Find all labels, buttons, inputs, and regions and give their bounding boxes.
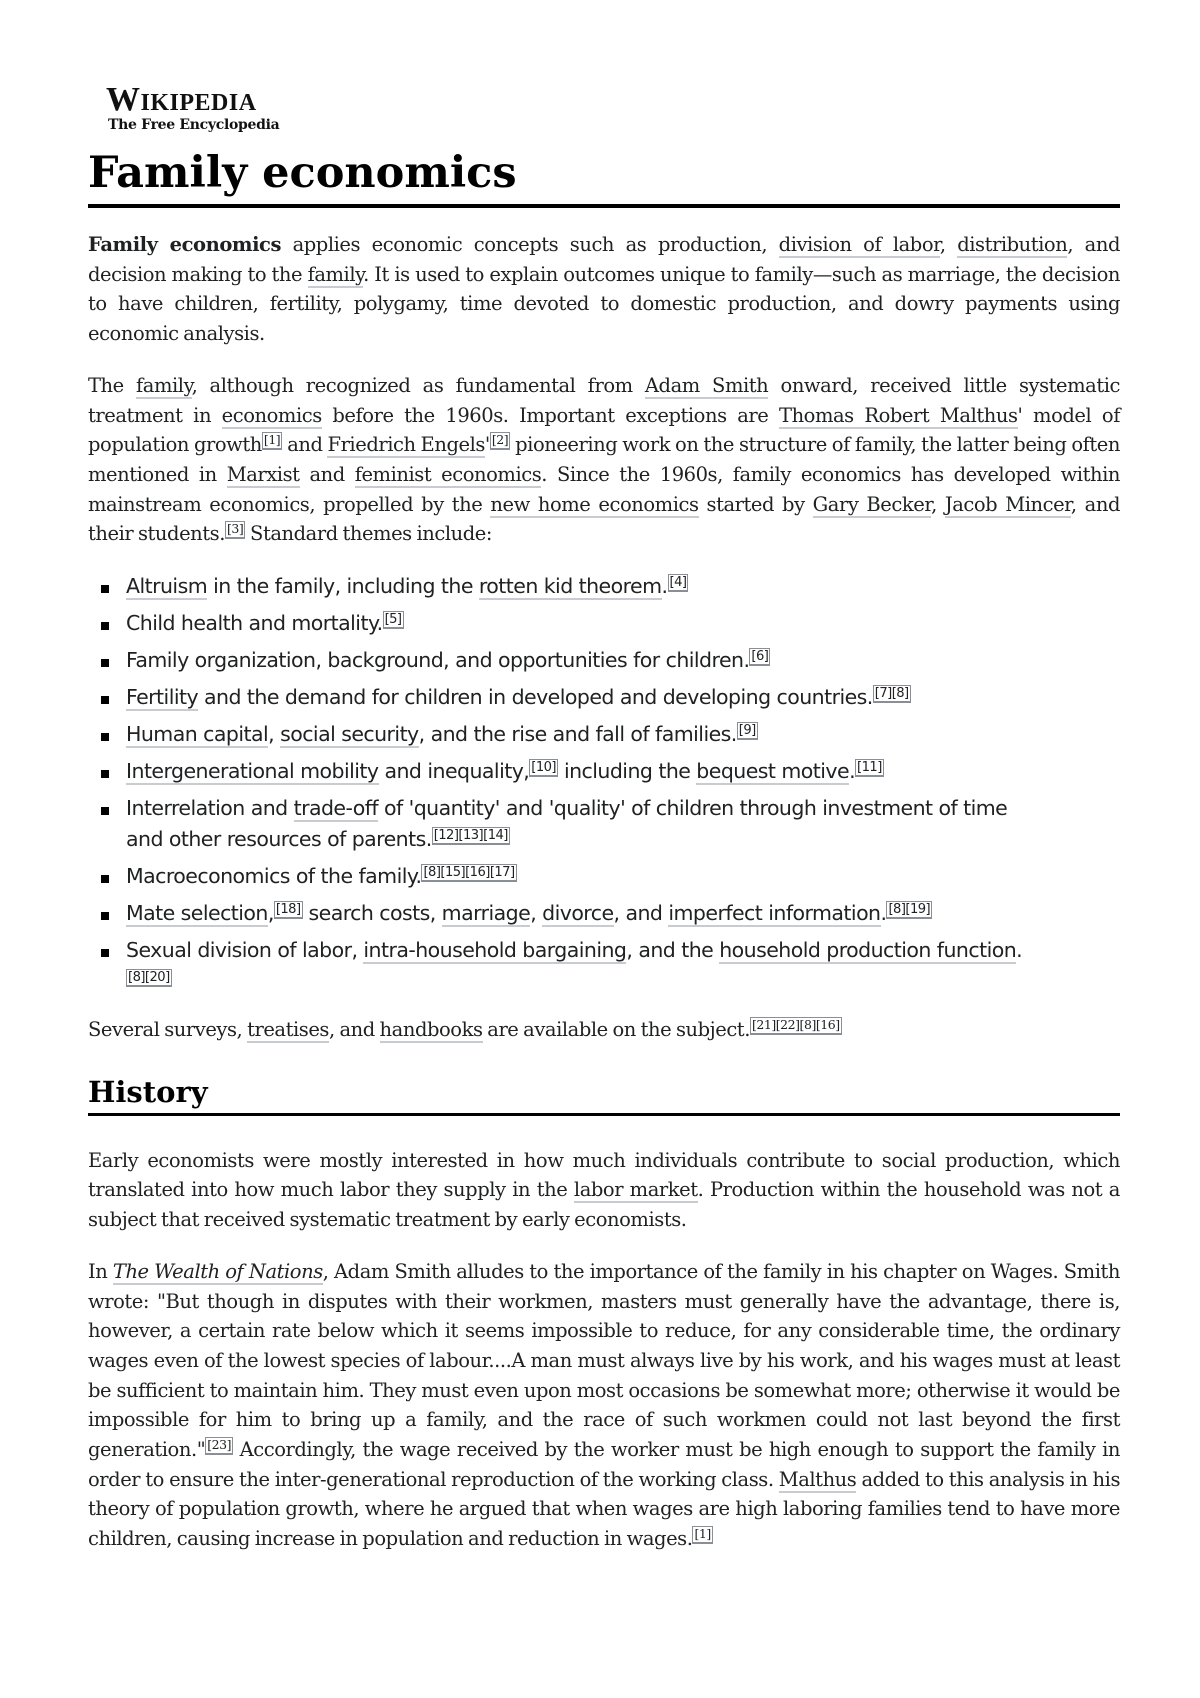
link-distribution[interactable]: distribution xyxy=(957,233,1068,256)
text: Early economists were mostly interested in how much individuals contribute to social production, which translated into how much labor they supply in the xyxy=(88,1148,1120,1202)
text: and the demand for children in developed and developing countries. xyxy=(198,685,873,710)
link-divorce[interactable]: divorce xyxy=(542,901,614,926)
citation-label: [6] xyxy=(749,648,770,666)
citation-label: [2] xyxy=(490,432,510,449)
link-family[interactable]: family xyxy=(307,262,364,286)
text: In xyxy=(88,1259,113,1283)
text: Accordingly, the wage received by the worker must be high enough to support the family in order to ensure the inter-generational reproduction of the working class. xyxy=(88,1438,1120,1491)
citation-label: [23] xyxy=(205,1437,233,1454)
citation[interactable] xyxy=(855,760,884,775)
intro-paragraph-1 xyxy=(88,230,1120,349)
text: The xyxy=(88,373,137,397)
link-the-wealth-of-nations[interactable]: The Wealth of Nations xyxy=(112,1259,323,1283)
text: before the 1960s. Important exceptions are xyxy=(321,403,780,427)
text: , and xyxy=(613,901,669,926)
citation[interactable] xyxy=(383,612,404,627)
text: . xyxy=(1016,938,1023,963)
text: applies economic concepts such as production, xyxy=(281,233,779,256)
citation-label: [11] xyxy=(855,759,884,777)
citation-label: [9] xyxy=(737,722,758,740)
citation[interactable] xyxy=(421,865,516,880)
list-item xyxy=(126,719,1120,750)
text: and xyxy=(282,433,328,457)
citation-label: [1] xyxy=(262,432,282,449)
citation[interactable] xyxy=(126,970,172,985)
text: , xyxy=(530,901,543,926)
text: Standard themes include: xyxy=(245,522,492,546)
text: in the family, including the xyxy=(207,574,479,599)
citation[interactable] xyxy=(737,723,758,738)
link-trade-off[interactable]: trade-off xyxy=(293,796,379,821)
link-household-production-function[interactable]: household production function xyxy=(719,938,1017,963)
link-marriage[interactable]: marriage xyxy=(441,901,531,926)
list-item xyxy=(126,793,1120,855)
text: . It is used to explain outcomes unique to family—such as marriage, the decision to have children, fertility, polygamy, time devoted to domestic production, and dowry payments using economic analysis. xyxy=(88,262,1121,346)
link-mate-selection[interactable]: Mate selection xyxy=(126,901,268,926)
link-division-of-labor[interactable]: division of labor xyxy=(778,233,940,256)
citation[interactable] xyxy=(262,432,282,447)
citation[interactable] xyxy=(205,1437,233,1452)
text: . xyxy=(880,901,887,926)
link-human-capital[interactable]: Human capital xyxy=(126,722,269,747)
text: and xyxy=(299,462,355,486)
text: . Since the 1960s, family economics has developed within mainstream economics, propelled by the xyxy=(88,462,1120,516)
link-feminist-economics[interactable]: feminist economics xyxy=(354,462,542,486)
surveys-paragraph xyxy=(88,1015,1120,1045)
history-paragraph-2 xyxy=(88,1257,1120,1554)
text: pioneering work on the structure of family, the latter being often mentioned in xyxy=(88,433,1120,486)
citation-label: [1] xyxy=(692,1526,712,1543)
text: Child health and mortality. xyxy=(126,611,383,636)
page-title: Family economics xyxy=(88,144,1120,208)
citation[interactable] xyxy=(529,760,558,775)
link-rotten-kid-theorem[interactable]: rotten kid theorem xyxy=(478,574,662,599)
text: , xyxy=(268,722,281,747)
text: , and decision making to the xyxy=(88,233,1120,286)
list-item xyxy=(126,898,1120,929)
citation-label: [12][13][14] xyxy=(432,827,510,845)
citation-label: [8][19] xyxy=(886,901,932,919)
text: ' xyxy=(484,433,490,457)
history-paragraph-1 xyxy=(88,1146,1120,1235)
text: including the xyxy=(557,759,697,784)
link-fertility[interactable]: Fertility xyxy=(126,685,199,710)
citation[interactable] xyxy=(873,686,911,701)
link-family[interactable]: family xyxy=(136,373,192,397)
link-friedrich-engels[interactable]: Friedrich Engels xyxy=(327,433,485,457)
citation[interactable] xyxy=(750,1017,842,1032)
link-new-home-economics[interactable]: new home economics xyxy=(490,492,699,516)
text: added to this analysis in his theory of population growth, where he argued that when wages are high laboring families tend to have more children, causing increase in population and reduction in wages. xyxy=(88,1467,1120,1551)
text: search costs, xyxy=(302,901,442,926)
link-adam-smith[interactable]: Adam Smith xyxy=(644,373,769,397)
citation[interactable] xyxy=(692,1526,712,1541)
text: are available on the subject. xyxy=(482,1018,750,1042)
citation[interactable] xyxy=(490,432,510,447)
link-gary-becker[interactable]: Gary Becker xyxy=(812,492,932,516)
link-marxist[interactable]: Marxist xyxy=(226,462,300,486)
text: onward, received little systematic treatment in xyxy=(88,373,1120,427)
text: . xyxy=(661,574,668,599)
text: of 'quantity' and 'quality' of children through investment of time and other resources of parents. xyxy=(126,796,1008,852)
citation[interactable] xyxy=(225,521,245,536)
lead-term: Family economics xyxy=(88,233,281,256)
logo-tagline: The Free Encyclopedia xyxy=(108,117,280,133)
list-item xyxy=(126,682,1120,713)
citation-label: [8][15][16][17] xyxy=(421,864,516,882)
citation[interactable] xyxy=(749,649,770,664)
list-item xyxy=(126,861,1120,892)
text: Family organization, background, and opportunities for children. xyxy=(126,648,750,673)
citation-label: [21][22][8][16] xyxy=(750,1017,842,1034)
link-handbooks[interactable]: handbooks xyxy=(379,1018,483,1042)
text: Interrelation and xyxy=(126,796,294,821)
list-item xyxy=(126,935,1120,997)
logo-wordmark: Wikipedia xyxy=(106,81,257,118)
link-altruism[interactable]: Altruism xyxy=(126,574,208,599)
text: Several surveys, xyxy=(88,1018,248,1042)
section-heading-history: History xyxy=(88,1071,1120,1116)
text: . xyxy=(849,759,856,784)
text: , and their students. xyxy=(88,492,1120,546)
link-intergenerational-mobility[interactable]: Intergenerational mobility xyxy=(126,759,379,784)
citation[interactable] xyxy=(274,902,303,917)
text: , and the xyxy=(626,938,720,963)
citation[interactable] xyxy=(886,902,932,917)
text: , xyxy=(939,233,958,256)
link-economics[interactable]: economics xyxy=(221,403,322,427)
citation[interactable] xyxy=(432,828,510,843)
citation-label: [8][20] xyxy=(126,969,172,987)
link-malthus[interactable]: Malthus xyxy=(778,1467,857,1491)
citation-label: [18] xyxy=(274,901,303,919)
text: . Production within the household was not a subject that received systematic treatment by early economists. xyxy=(88,1178,1120,1232)
list-item xyxy=(126,571,1120,602)
link-intra-household-bargaining[interactable]: intra-household bargaining xyxy=(363,938,627,963)
list-item xyxy=(126,756,1120,787)
citation-label: [4] xyxy=(668,574,689,592)
themes-list xyxy=(88,571,1120,997)
text: , xyxy=(267,901,274,926)
wikipedia-logo[interactable] xyxy=(88,81,1120,144)
citation[interactable] xyxy=(668,575,689,590)
link-jacob-mincer[interactable]: Jacob Mincer xyxy=(944,492,1071,516)
link-treatises[interactable]: treatises xyxy=(247,1018,329,1042)
article-page xyxy=(88,81,1121,1576)
link-social-security[interactable]: social security xyxy=(280,722,419,747)
text: , and the rise and fall of families. xyxy=(418,722,737,747)
list-item xyxy=(126,608,1120,639)
text: , although recognized as fundamental from xyxy=(191,373,645,397)
citation-label: [10] xyxy=(529,759,558,777)
citation-label: [3] xyxy=(225,521,245,538)
text: Sexual division of labor, xyxy=(126,938,364,963)
citation-label: [5] xyxy=(383,611,404,629)
link-imperfect-information[interactable]: imperfect information xyxy=(668,901,881,926)
text: , Adam Smith alludes to the importance of the family in his chapter on Wages. Smith wrote: "But though in disputes with their workmen, masters must generally have the advantage, there is, however, a certain rate below which it seems impossible to reduce, for any considerable time, the ordinary wages even of the lowest species of labour....A man must always live by his work, and his wages must at least be sufficient to maintain him. They must even upon most occasions be somewhat more; otherwise it would be impossible for him to bring up a family, and the race of such workmen could not last beyond the first generation." xyxy=(88,1259,1120,1462)
text: , and xyxy=(328,1018,380,1042)
text: started by xyxy=(698,492,813,516)
text: and inequality, xyxy=(378,759,530,784)
text: , xyxy=(931,492,945,516)
text: Macroeconomics of the family. xyxy=(126,864,422,889)
intro-paragraph-2 xyxy=(88,371,1120,549)
link-bequest-motive[interactable]: bequest motive xyxy=(696,759,850,784)
citation-label: [7][8] xyxy=(873,685,911,703)
link-thomas-robert-malthus[interactable]: Thomas Robert Malthus xyxy=(779,403,1018,427)
link-labor-market[interactable]: labor market xyxy=(573,1178,698,1202)
list-item xyxy=(126,645,1120,676)
text: ' model of population growth xyxy=(88,403,1120,457)
